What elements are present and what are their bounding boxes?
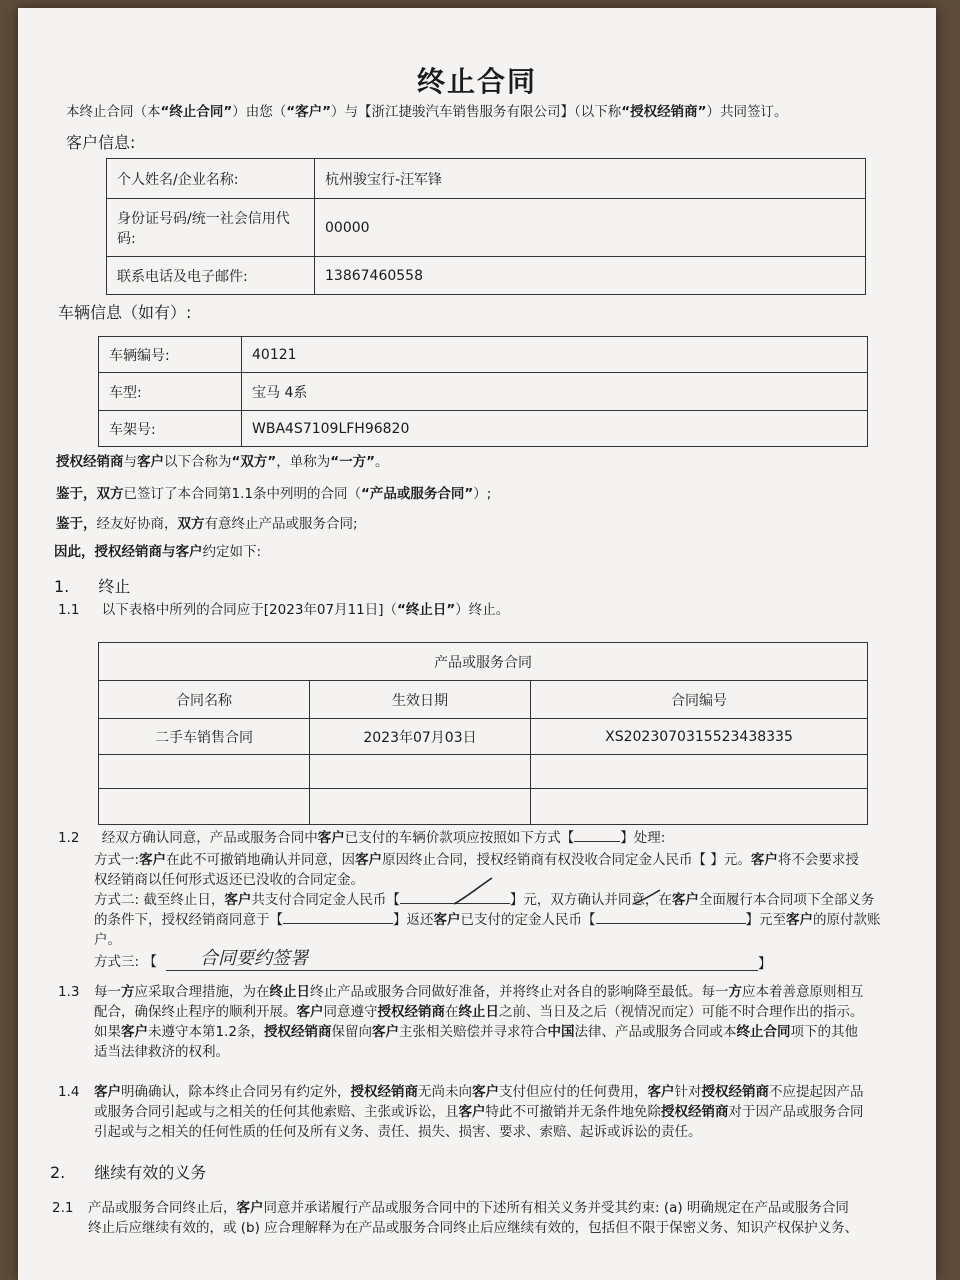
clause-term: 客户 [786, 912, 813, 928]
pen-stroke [454, 878, 492, 904]
clause-text: 或服务合同引起或与之相关的任何其他索赔、主张或诉讼，且 [94, 1104, 459, 1120]
clause-text: 已支付的车辆价款项应按照如下方式【 [344, 830, 575, 846]
clause-text: 支付但应付的任何费用， [499, 1084, 648, 1100]
clause-term: 授权经销商 [377, 1004, 445, 1020]
recital-term: 客户 [137, 454, 164, 470]
clause-text: 以下表格中所列的合同应于[2023年07月11日]（ [101, 602, 398, 618]
clause-text: 特此不可撤销并无条件地免除 [485, 1104, 661, 1120]
table-cell: XS2023070315523438335 [531, 719, 868, 755]
field-value: WBA4S7109LFH96820 [242, 411, 868, 447]
clause-1-3 [94, 982, 924, 1062]
table-cell: 2023年07月03日 [310, 719, 531, 755]
clause-text: 配合，确保终止程序的顺利开展。 [94, 1004, 297, 1020]
clause-text: 终止产品或服务合同做好准备，并将终止对各自的影响降至最低。每一 [310, 984, 729, 1000]
clause-text: 同意并承诺履行产品或服务合同中的下述所有相关义务并受其约束: (a) 明确规定在产品或服务合同 [263, 1200, 849, 1216]
clause-term: 授权经销商 [661, 1104, 729, 1120]
recital-term: “一方” [330, 454, 375, 470]
section-2-heading [50, 1160, 206, 1183]
method-label: 方式一: [94, 852, 140, 868]
clause-text: 的原付款账 [813, 912, 881, 928]
table-cell [99, 789, 310, 825]
clause-text: 在此不可撤销地确认并同意，因 [166, 852, 356, 868]
clause-term: “终止日” [397, 602, 456, 618]
recital-text: 有意终止产品或服务合同; [204, 516, 358, 532]
clause-term: 客户 [647, 1084, 675, 1100]
recital-text: 经友好协商， [96, 516, 178, 532]
method-label: 方式三: 【 [94, 954, 157, 970]
clause-term: 终止日 [458, 1004, 499, 1020]
clause-text: 引起或与之相关的任何性质的任何及所有义务、责任、损失、损害、要求、索赔、起诉或诉讼的责任。 [94, 1124, 702, 1140]
clause-text: 明确确认，除本终止合同另有约定外， [121, 1084, 351, 1100]
table-cell [310, 789, 531, 825]
section-title: 终止 [98, 577, 131, 596]
customer-row [107, 257, 866, 295]
table-row [99, 719, 868, 755]
clause-text: 】元至 [745, 912, 786, 928]
document-title: 终止合同 [416, 65, 537, 98]
customer-row [107, 159, 866, 199]
intro-text: ）与【浙江捷骏汽车销售服务有限公司】（以下称 [331, 104, 622, 120]
blank-field[interactable] [283, 923, 393, 924]
clause-term: 客户 [458, 1104, 486, 1120]
table-header-row [99, 643, 868, 681]
field-label: 车型: [99, 373, 242, 411]
clause-term: 终止日 [269, 984, 310, 1000]
table-cell [99, 755, 310, 789]
intro-paragraph [66, 102, 926, 122]
clause-term: 方 [121, 984, 135, 1000]
clause-text: 针对 [674, 1084, 702, 1100]
clause-text: 应采取合理措施，为在 [134, 984, 270, 1000]
vehicle-row [99, 373, 868, 411]
clause-text: 产品或服务合同终止后， [88, 1200, 237, 1216]
field-label: 车架号: [99, 411, 242, 447]
clause-text: 权经销商以任何形式返还已没收的合同定金。 [94, 872, 364, 888]
clause-text: 未遵守本第1.2条， [148, 1024, 264, 1040]
clause-text: 对于因产品或服务合同 [728, 1104, 864, 1120]
section-title: 继续有效的义务 [94, 1163, 207, 1182]
clause-text: ）终止。 [455, 602, 510, 618]
recital-term: “双方” [231, 454, 277, 470]
intro-term: “授权经销商” [621, 104, 707, 120]
clause-term: 客户 [121, 1024, 148, 1040]
method-label: 方式二: 截至终止日， [94, 892, 225, 908]
customer-row [107, 199, 866, 257]
clause-1-1 [58, 600, 509, 620]
clause-term: 客户 [433, 912, 461, 928]
table-cell [310, 755, 531, 789]
clause-1-2-line1 [58, 828, 918, 848]
recital-term: 因此，授权经销商与客户 [54, 544, 203, 560]
vehicle-info-table [98, 336, 868, 447]
clause-term: 客户 [296, 1004, 324, 1020]
vehicle-row [99, 337, 868, 373]
recital-text: ，单称为 [276, 454, 331, 470]
pen-stroke [634, 890, 660, 904]
field-value: 13867460558 [315, 257, 866, 295]
clause-term: 客户 [236, 1200, 264, 1216]
clause-term: 授权经销商 [263, 1024, 332, 1040]
clause-term: 客户 [371, 1024, 399, 1040]
vehicle-section-heading: 车辆信息（如有）: [58, 303, 192, 322]
clause-term: 客户 [750, 852, 778, 868]
clause-text: 之前、当日及之后（视情况而定）可能不时合理作出的指示。 [499, 1004, 864, 1020]
recital-term: 双方 [177, 516, 205, 532]
column-header: 生效日期 [310, 681, 531, 719]
clause-term: 客户 [671, 892, 699, 908]
table-column-row [99, 681, 868, 719]
clause-text: 在 [445, 1004, 459, 1020]
clause-1-2-method3 [94, 952, 157, 972]
clause-text: 】处理: [620, 830, 666, 846]
section-number: 1. [54, 577, 70, 596]
handwritten-note: 合同要约签署 [200, 948, 308, 969]
clause-term: 客户 [472, 1084, 499, 1100]
recital-whereas-1 [56, 484, 491, 504]
clause-term: 方 [728, 984, 742, 1000]
vehicle-row [99, 411, 868, 447]
clause-number: 1.3 [58, 984, 80, 1000]
table-header: 产品或服务合同 [99, 643, 868, 681]
clause-text: 终止后应继续有效的，或 (b) 应合理解释为在产品或服务合同终止后应继续有效的，包括但不限于保密义务、知识产权保护义务、 [88, 1220, 859, 1236]
clause-text: 原因终止合同，授权经销商有权没收合同定金人民币【 】元。 [382, 852, 751, 868]
customer-section-heading: 客户信息: [66, 133, 136, 152]
clause-number: 2.1 [52, 1200, 74, 1216]
recital-text: 与 [123, 454, 137, 470]
clause-term: 终止合同 [736, 1024, 791, 1040]
clause-text: 应本着善意原则相互 [742, 984, 864, 1000]
intro-term: “终止合同” [160, 104, 233, 120]
clause-term: 客户 [355, 852, 383, 868]
clause-text: 主张相关赔偿并寻求符合 [398, 1024, 548, 1040]
clause-text: 如果 [94, 1024, 121, 1040]
clause-term: 客户 [317, 830, 345, 846]
clause-text: 项下的其他 [790, 1024, 858, 1040]
clause-text: 保留向 [331, 1024, 372, 1040]
clause-text: 共支付合同定金人民币【 [251, 892, 400, 908]
recital-parties [56, 452, 389, 472]
clause-text: 每一 [94, 984, 121, 1000]
section-number: 2. [50, 1163, 66, 1182]
recital-term: 鉴于， [56, 516, 97, 532]
column-header: 合同编号 [531, 681, 868, 719]
recital-whereas-2 [56, 514, 358, 534]
recital-term: 双方 [96, 486, 124, 502]
contract-page [18, 8, 936, 1280]
recital-text: ）; [473, 486, 492, 502]
intro-text: ）共同签订。 [706, 104, 788, 120]
clause-text: 户。 [94, 932, 121, 948]
clause-text: 适当法律救济的权利。 [94, 1044, 229, 1060]
field-label: 车辆编号: [99, 337, 242, 373]
field-label: 个人姓名/企业名称: [107, 159, 315, 199]
clause-term: 授权经销商 [350, 1084, 418, 1100]
recital-therefore [54, 542, 261, 562]
recital-text: 。 [375, 454, 389, 470]
clause-term: 授权经销商 [701, 1084, 769, 1100]
clause-text: 不应提起因产品 [769, 1084, 864, 1100]
clause-number: 1.4 [58, 1084, 80, 1100]
recital-term: 授权经销商 [56, 454, 124, 470]
field-value: 宝马 4系 [242, 373, 868, 411]
clause-text: 已支付的定金人民币【 [460, 912, 596, 928]
clause-text: 的条件下，授权经销商同意于【 [94, 912, 283, 928]
method3-blank-line[interactable] [166, 970, 758, 971]
field-label: 身份证号码/统一社会信用代码: [107, 199, 315, 257]
clause-text: 将不会要求授 [777, 852, 859, 868]
clause-term: 客户 [94, 1084, 121, 1100]
clause-text: 全面履行本合同项下全部义务 [698, 892, 875, 908]
clause-1-4 [94, 1082, 924, 1142]
table-cell [531, 755, 868, 789]
intro-text: 本终止合同（本 [66, 104, 161, 120]
clause-term: 客户 [224, 892, 252, 908]
contract-list-table [98, 642, 868, 825]
clause-number: 1.2 [58, 830, 80, 846]
clause-2-1 [88, 1198, 928, 1238]
intro-text: ）由您（ [232, 104, 287, 120]
recital-term: “产品或服务合同” [360, 486, 474, 502]
intro-term: “客户” [286, 104, 331, 120]
field-value: 杭州骏宝行-汪军锋 [315, 159, 866, 199]
recital-text: 已签订了本合同第1.1条中列明的合同（ [123, 486, 361, 502]
field-value: 00000 [315, 199, 866, 257]
clause-text: 经双方确认同意，产品或服务合同中 [101, 830, 318, 846]
table-row [99, 789, 868, 825]
clause-text: 】返还 [393, 912, 434, 928]
recital-term: 鉴于， [56, 486, 97, 502]
recital-text: 约定如下: [202, 544, 262, 560]
table-cell [531, 789, 868, 825]
section-1-heading [54, 574, 130, 597]
clause-text: 无尚未向 [418, 1084, 472, 1100]
clause-text: 同意遵守 [323, 1004, 378, 1020]
table-row [99, 755, 868, 789]
column-header: 合同名称 [99, 681, 310, 719]
blank-field[interactable] [574, 841, 620, 842]
clause-number: 1.1 [58, 602, 80, 618]
field-label: 联系电话及电子邮件: [107, 257, 315, 295]
recital-text: 以下合称为 [164, 454, 232, 470]
clause-text: 法律、产品或服务合同或本 [574, 1024, 737, 1040]
handwritten-strokes [438, 874, 678, 924]
customer-info-table [106, 158, 866, 295]
clause-term: 中国 [547, 1024, 575, 1040]
method3-close-bracket: 】 [758, 956, 772, 972]
table-cell: 二手车销售合同 [99, 719, 310, 755]
clause-text: 】元，双方确认并同意，在 [509, 892, 672, 908]
clause-term: 客户 [139, 852, 167, 868]
field-value: 40121 [242, 337, 868, 373]
